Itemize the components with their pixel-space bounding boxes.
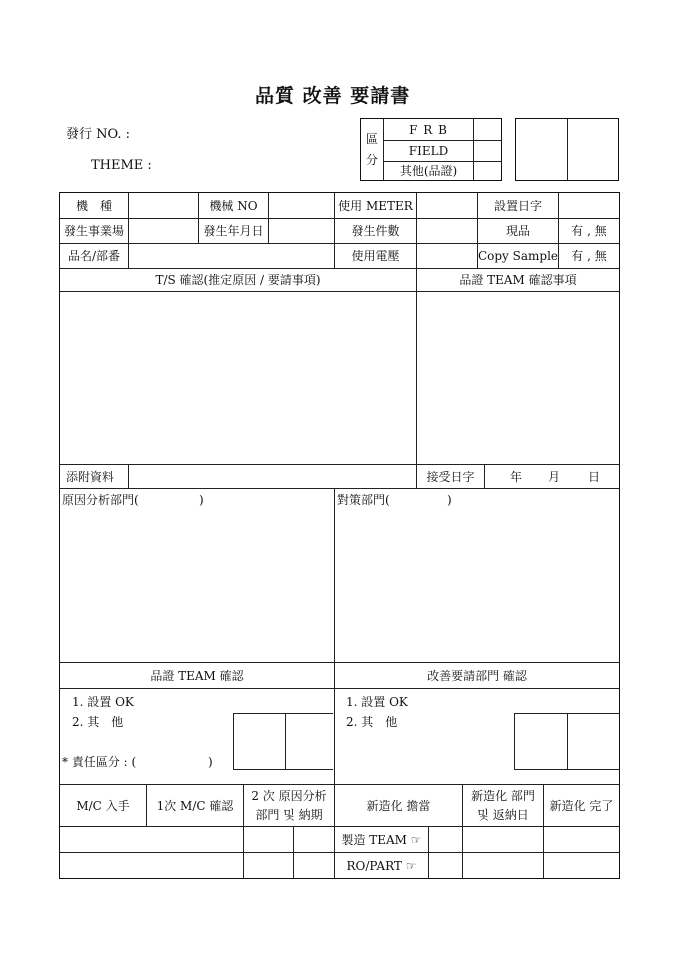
copy-sample-yes-no[interactable]: 有 , 無 bbox=[571, 249, 607, 263]
copy-sample-label: Copy Sample bbox=[477, 249, 559, 263]
receipt-day: 日 bbox=[587, 469, 600, 484]
machine-type-label: 機 種 bbox=[75, 199, 112, 213]
qa-team-confirm-title: 品證 TEAM 確認 bbox=[150, 668, 244, 683]
left-install-ok[interactable]: 1. 設置 OK bbox=[72, 695, 134, 709]
category-option-other: 其他(品證) bbox=[399, 164, 458, 178]
category-option-field: FIELD bbox=[408, 144, 449, 158]
right-install-ok[interactable]: 1. 設置 OK bbox=[346, 695, 408, 709]
counter-dept-close: ) bbox=[447, 492, 452, 507]
actual-item-label: 現品 bbox=[505, 224, 530, 238]
second-analysis-line1: 2 次 原因分析 bbox=[251, 789, 327, 803]
second-analysis-line2: 部門 및 納期 bbox=[255, 808, 323, 822]
attachment-label: 添附資料 bbox=[66, 469, 115, 484]
receipt-year: 年 bbox=[509, 469, 522, 484]
category-label-bottom: 分 bbox=[365, 153, 378, 167]
new-charge-header: 新造化 擔當 bbox=[366, 798, 431, 813]
meter-label: 使用 METER bbox=[338, 199, 413, 213]
category-label-top: 區 bbox=[365, 132, 378, 146]
left-other[interactable]: 2. 其 他 bbox=[72, 715, 124, 729]
new-dept-line1: 新造化 部門 bbox=[471, 789, 535, 803]
ro-part-label: RO/PART ☞ bbox=[346, 858, 417, 873]
receipt-date-label: 接受日字 bbox=[426, 469, 475, 484]
cause-dept-close: ) bbox=[199, 492, 204, 507]
new-complete-header: 新造化 完了 bbox=[549, 798, 614, 813]
occurrence-site-label: 發生事業場 bbox=[63, 224, 124, 238]
qa-team-confirm-header: 品證 TEAM 確認事項 bbox=[459, 273, 577, 287]
theme-label: THEME : bbox=[91, 158, 152, 173]
mc-receive-header: M/C 入手 bbox=[76, 798, 130, 813]
improve-dept-confirm-title: 改善要請部門 確認 bbox=[427, 668, 527, 683]
actual-item-yes-no[interactable]: 有 , 無 bbox=[571, 224, 607, 238]
occurrence-count-label: 發生件數 bbox=[351, 224, 400, 238]
part-name-label: 品名/部番 bbox=[67, 249, 121, 263]
occurrence-date-label: 發生年月日 bbox=[203, 224, 264, 238]
install-date-label: 設置日字 bbox=[493, 199, 542, 213]
ts-confirm-header: T/S 確認(推定原因 / 要請事項) bbox=[155, 273, 321, 287]
page-title: 品質 改善 要請書 bbox=[255, 85, 411, 107]
new-dept-line2: 및 返納日 bbox=[477, 808, 529, 822]
ts-confirm-area[interactable] bbox=[60, 292, 416, 464]
mfg-team-label: 製造 TEAM ☞ bbox=[341, 832, 422, 847]
issue-no-label: 發行 NO. : bbox=[66, 127, 131, 142]
responsibility-close: ) bbox=[208, 755, 213, 769]
cause-analysis-area[interactable] bbox=[60, 510, 334, 662]
category-option-frb: F R B bbox=[409, 123, 448, 137]
qa-team-confirm-area[interactable] bbox=[417, 292, 619, 464]
first-mc-confirm-header: 1次 M/C 確認 bbox=[156, 798, 234, 813]
machine-no-label: 機械 NO bbox=[209, 199, 258, 213]
left-sign-box[interactable] bbox=[233, 713, 333, 770]
counter-dept-label: 對策部門( bbox=[337, 492, 390, 507]
voltage-label: 使用電壓 bbox=[351, 249, 400, 263]
cause-dept-label: 原因分析部門( bbox=[62, 492, 139, 507]
right-other[interactable]: 2. 其 他 bbox=[346, 715, 398, 729]
receipt-month: 月 bbox=[547, 469, 560, 484]
responsibility-label: * 責任區分 : ( bbox=[62, 755, 137, 769]
countermeasure-area[interactable] bbox=[335, 510, 619, 662]
